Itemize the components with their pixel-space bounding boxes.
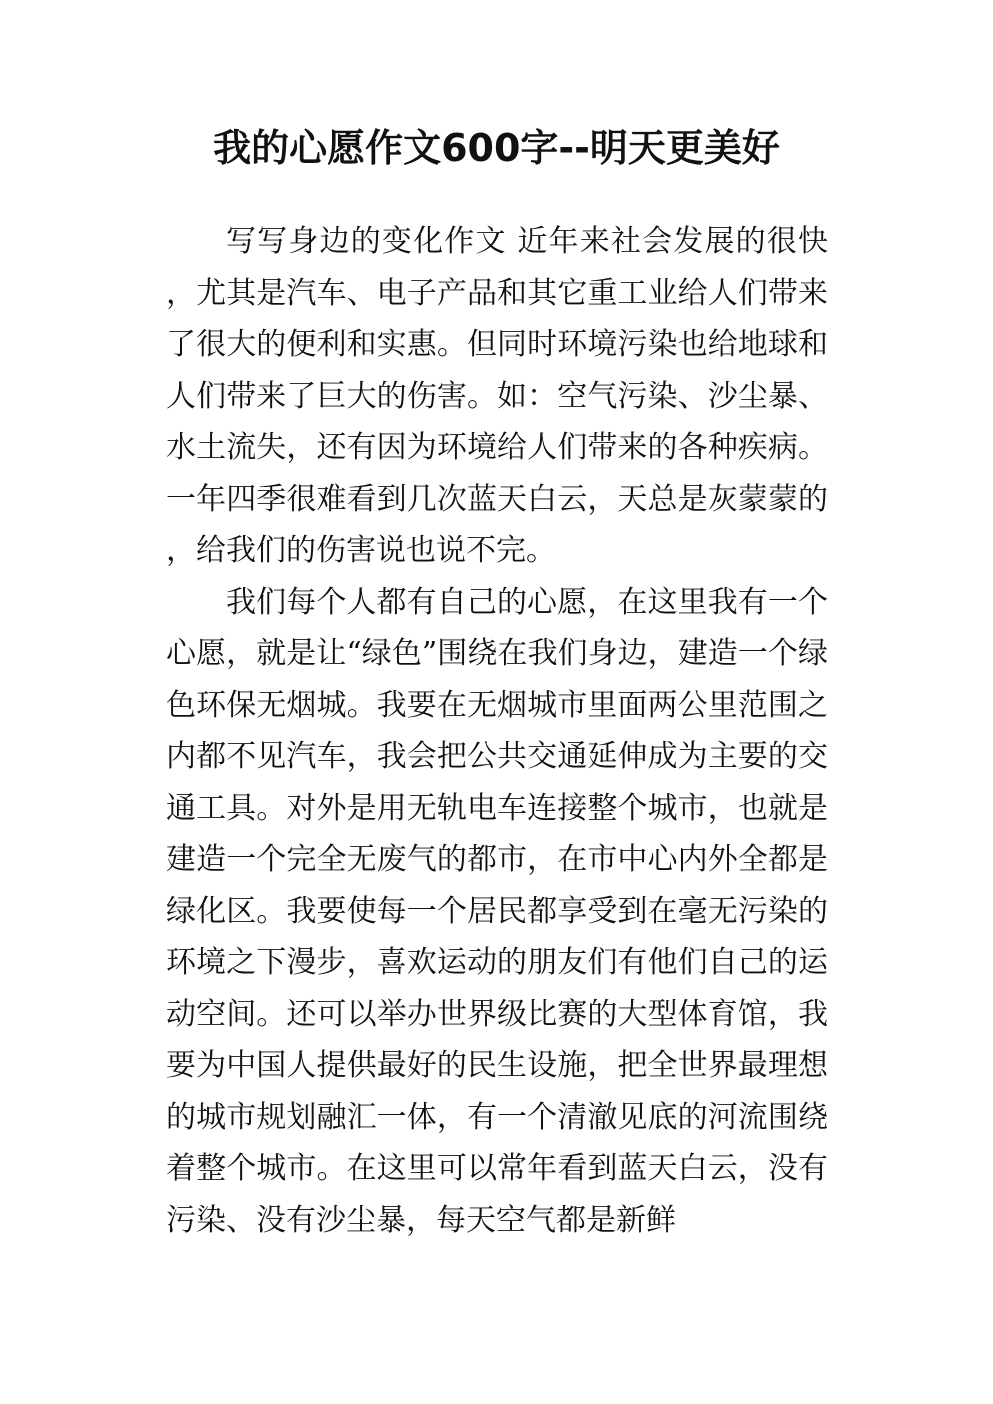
paragraph-2: 我们每个人都有自己的心愿，在这里我有一个心愿，就是让“绿色”围绕在我们身边，建造一个绿色环保无烟城。我要在无烟城市里面两公里范围之内都不见汽车，我会把公共交通延伸成为主要的交通工具。对外是用无轨电车连接整个城市，也就是建造一个完全无废气的都市，在市中心内外全都是绿化区。我要使每一个居民都享受到在毫无污染的环境之下漫步，喜欢运动的朋友们有他们自己的运动空间。还可以举办世界级比赛的大型体育馆，我要为中国人提供最好的民生设施，把全世界最理想的城市规划融汇一体，有一个清澈见底的河流围绕着整个城市。在这里可以常年看到蓝天白云，没有污染、没有沙尘暴，每天空气都是新鲜	[166, 584, 828, 1238]
document-title: 我的心愿作文600字--明天更美好	[213, 126, 780, 170]
paragraph-1: 写写身边的变化作文 近年来社会发展的很快，尤其是汽车、电子产品和其它重工业给人们带来了很大的便利和实惠。但同时环境污染也给地球和人们带来了巨大的伤害。如：空气污染、沙尘暴、水土流失，还有因为环境给人们带来的各种疾病。一年四季很难看到几次蓝天白云，天总是灰蒙蒙的，给我们的伤害说也说不完。	[166, 224, 828, 568]
document-body	[166, 216, 828, 1246]
